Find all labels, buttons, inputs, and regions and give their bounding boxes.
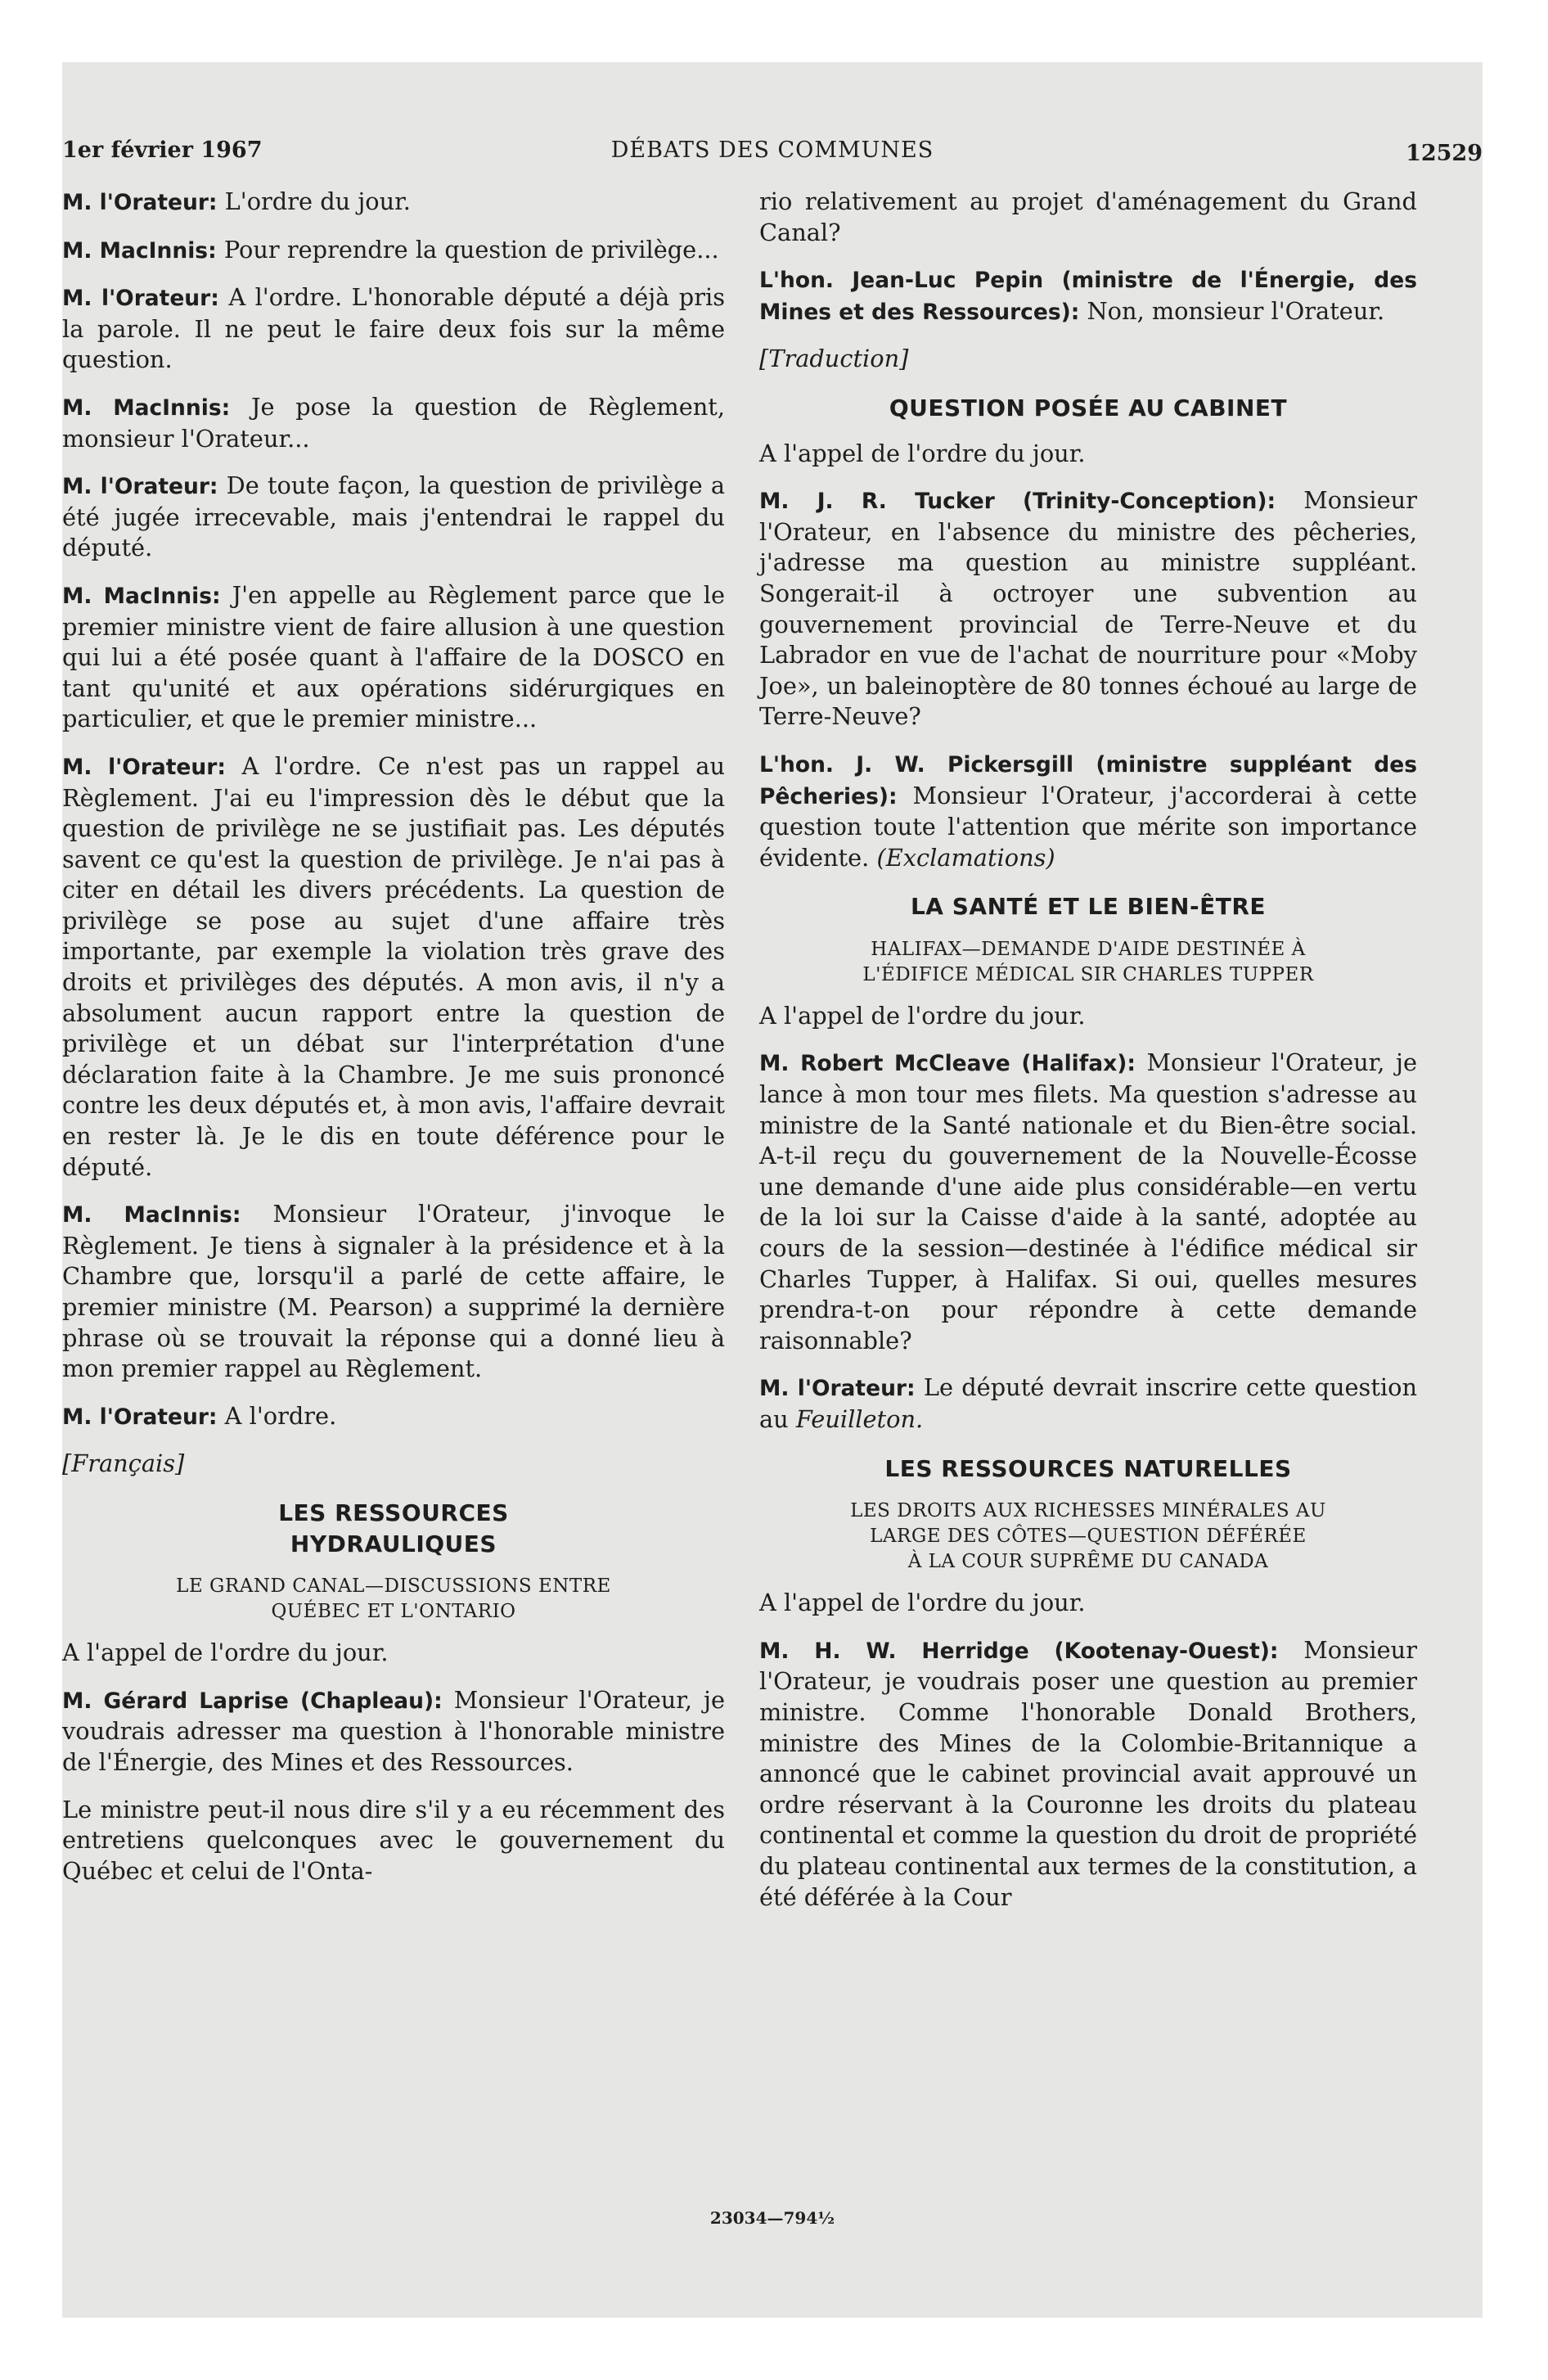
paragraph: [759, 1635, 1417, 1913]
right-tail-paragraphs: [759, 1588, 1417, 1913]
speaker-name: M. Robert McCleave (Halifax):: [759, 1051, 1136, 1077]
paragraph: [62, 282, 725, 376]
header-date: 1er février 1967: [62, 137, 263, 163]
paragraph: [759, 1048, 1417, 1356]
paragraph-text: Monsieur l'Orateur, j'invoque le Règlement. Je tiens à signaler à la présidence et à la Chambre que, lorsqu'il a parlé de cette affaire, le premier ministre (M. Pearson) a supprimé la dernière phrase où se trouvait la réponse qui a donné lieu à mon premier rappel au Règlement.: [62, 1200, 725, 1383]
paragraph: [62, 1401, 725, 1433]
page-header: [62, 137, 1483, 174]
paragraph-text: Je pose la question de Règlement, monsieur l'Orateur...: [62, 392, 726, 453]
speaker-name: L'hon. Jean-Luc Pepin (ministre de l'Énergie, des Mines et des Ressources):: [759, 268, 1417, 325]
header-title: DÉBATS DES COMMUNES: [610, 137, 934, 163]
paragraph: [62, 1638, 725, 1669]
paragraph: [759, 1588, 1417, 1619]
section-heading-ressources-naturelles: LES RESSOURCES NATURELLES: [884, 1454, 1292, 1482]
right-mid2-paragraphs: [759, 1001, 1417, 1436]
paragraph-text: Le député devrait inscrire cette question au: [759, 1373, 1418, 1433]
paragraph-text: Monsieur l'Orateur, je voudrais adresser ma question à l'honorable ministre de l'Énergie, des Mines et des Ressources.: [62, 1685, 725, 1776]
speaker-name: M. l'Orateur:: [62, 1404, 218, 1430]
subheading-droits-richesses: LES DROITS AUX RICHESSES MINÉRALES AU LARGE DES CÔTES—QUESTION DÉFÉRÉE À LA COUR SUPRÊME DU CANADA: [850, 1500, 1326, 1573]
paragraph-text: Monsieur l'Orateur, je lance à mon tour mes filets. Ma question s'adresse au ministre de la Santé nationale et du Bien-être social. A-t-il reçu du gouvernement de la Nouvelle-Écosse une demande d'une aide plus considérable—en vertu de la loi sur la Caisse d'aide à la santé, adoptée au cours de la session—destinée à l'édifice médical sir Charles Tupper, à Halifax. Si oui, quelles mesures prendra-t-on pour répondre à cette demande raisonnable?: [759, 1048, 1417, 1355]
speaker-name: M. MacInnis:: [62, 583, 221, 609]
speaker-name: M. l'Orateur:: [62, 190, 218, 215]
paragraph-text: Monsieur l'Orateur, je voudrais poser une question au premier ministre. Comme l'honorable Donald Brothers, ministre des Mines de la Colombie-Britannique a annoncé que le cabinet provincial avait approuvé un ordre réservant à la Couronne les droits du plateau continental et comme la question du droit de propriété du plateau continental aux termes de la constitution, a été déférée à la Cour: [759, 1635, 1417, 1911]
paragraph-text: A l'ordre.: [217, 1401, 337, 1430]
paragraph-text: Pour reprendre la question de privilège...: [216, 235, 719, 264]
paragraph-text: rio relativement au projet d'aménagement du Grand Canal?: [759, 187, 1417, 246]
paragraph-text: L'ordre du jour.: [217, 187, 411, 215]
left-column: [62, 187, 725, 1903]
paragraph: [759, 1001, 1417, 1032]
paragraph: [62, 1795, 725, 1887]
paragraph: [759, 439, 1417, 470]
paragraph-text: A l'ordre. Ce n'est pas un rappel au Règlement. J'ai eu l'impression dès le début que la question de privilège ne se justifiait pas. Les députés savent ce qu'est la question de privilège. Je n'ai pas à citer en détail les divers précédents. La question de privilège se pose au sujet d'une affaire très importante, par exemple la violation très grave des droits et privilèges des députés. A mon avis, il n'y a absolument aucun rapport entre la question de privilège et un débat sur l'interprétation d'une déclaration faite à la Chambre. Je me suis prononcé contre les deux députés et, à mon avis, l'affaire devrait en rester là. Je le dis en toute déférence pour le député.: [62, 751, 725, 1181]
right-column: [759, 187, 1417, 1929]
language-marker: [Français]: [62, 1449, 185, 1478]
left-tail-paragraphs: [62, 1638, 725, 1886]
paragraph: [62, 751, 725, 1183]
paragraph-text: A l'appel de l'ordre du jour.: [62, 1639, 389, 1667]
speaker-name: L'hon. J. W. Pickersgill (ministre suppléant des Pêcheries):: [759, 751, 1417, 809]
paragraph-text: J'en appelle au Règlement parce que le premier ministre vient de faire allusion à une question qui lui a été posée quant à l'affaire de la DOSCO en tant qu'unité et aux opérations sidérurgiques en particulier, et que le premier ministre...: [62, 580, 725, 733]
paragraph-text: Le ministre peut-il nous dire s'il y a eu récemment des entretiens quelconques avec le gouvernement du Québec et celui de l'Onta-: [62, 1795, 725, 1885]
paragraph: [62, 1199, 725, 1385]
header-page-number: 12529: [1406, 141, 1483, 166]
left-paragraphs: [62, 187, 725, 1432]
speaker-name: M. MacInnis:: [62, 1202, 241, 1228]
speaker-name: M. MacInnis:: [62, 394, 231, 421]
paragraph-text: A l'appel de l'ordre du jour.: [759, 439, 1086, 467]
page: [62, 62, 1483, 2318]
paragraph-text: De toute façon, la question de privilège a été jugée irrecevable, mais j'entendrai le rappel du député.: [62, 471, 726, 562]
emphasis-text: Feuilleton.: [795, 1405, 924, 1433]
page-footer: 23034—794½: [709, 2208, 835, 2228]
paragraph: [759, 1373, 1417, 1435]
paragraph: [759, 187, 1417, 248]
paragraph: [62, 1685, 725, 1778]
paragraph-text: A l'appel de l'ordre du jour.: [759, 1589, 1086, 1617]
paragraph: [62, 392, 725, 454]
section-heading-ressources-hydrauliques: LES RESSOURCES HYDRAULIQUES: [278, 1499, 509, 1557]
paragraph-text: Monsieur l'Orateur, j'accorderai à cette question toute l'attention que mérite son importance évidente.: [759, 781, 1417, 872]
speaker-name: M. MacInnis:: [62, 237, 217, 264]
section-heading-sante: LA SANTÉ ET LE BIEN-ÊTRE: [910, 893, 1267, 921]
paragraph-text: A l'ordre. L'honorable député a déjà pris la parole. Il ne peut le faire deux fois sur la même question.: [62, 283, 725, 374]
paragraph-text: Non, monsieur l'Orateur.: [1079, 296, 1385, 325]
paragraph-text: A l'appel de l'ordre du jour.: [759, 1001, 1086, 1030]
paragraph: [759, 749, 1417, 873]
subheading-halifax: HALIFAX—DEMANDE D'AIDE DESTINÉE À L'ÉDIFICE MÉDICAL SIR CHARLES TUPPER: [862, 938, 1314, 985]
paragraph: [759, 264, 1417, 327]
speaker-name: M. l'Orateur:: [62, 754, 226, 780]
right-top-paragraphs: [759, 187, 1417, 327]
speaker-name: M. Gérard Laprise (Chapleau):: [62, 1688, 443, 1714]
speaker-name: M. H. W. Herridge (Kootenay-Ouest):: [759, 1638, 1279, 1664]
paragraph: [759, 485, 1417, 732]
paragraph: [62, 471, 725, 564]
subheading-grand-canal: LE GRAND CANAL—DISCUSSIONS ENTRE QUÉBEC ET L'ONTARIO: [176, 1575, 611, 1623]
paragraph: [62, 187, 725, 219]
paragraph: [62, 580, 725, 735]
paragraph: [62, 235, 725, 267]
speaker-name: M. J. R. Tucker (Trinity-Conception):: [759, 489, 1276, 515]
right-mid-paragraphs: [759, 439, 1417, 874]
speaker-name: M. l'Orateur:: [62, 474, 218, 500]
emphasis-text: (Exclamations): [876, 843, 1055, 872]
speaker-name: M. l'Orateur:: [759, 1376, 916, 1402]
speaker-name: M. l'Orateur:: [62, 286, 219, 312]
language-marker-traduction: [Traduction]: [759, 345, 909, 373]
paragraph-text: Monsieur l'Orateur, en l'absence du ministre des pêcheries, j'adresse ma question au ministre suppléant. Songerait-il à octroyer une subvention au gouvernement provincial de Terre-Neuve et du Labrador en vue de l'achat de nourriture pour «Moby Joe», un baleinoptère de 80 tonnes échoué au large de Terre-Neuve?: [759, 486, 1417, 731]
section-heading-question-cabinet: QUESTION POSÉE AU CABINET: [889, 394, 1288, 421]
